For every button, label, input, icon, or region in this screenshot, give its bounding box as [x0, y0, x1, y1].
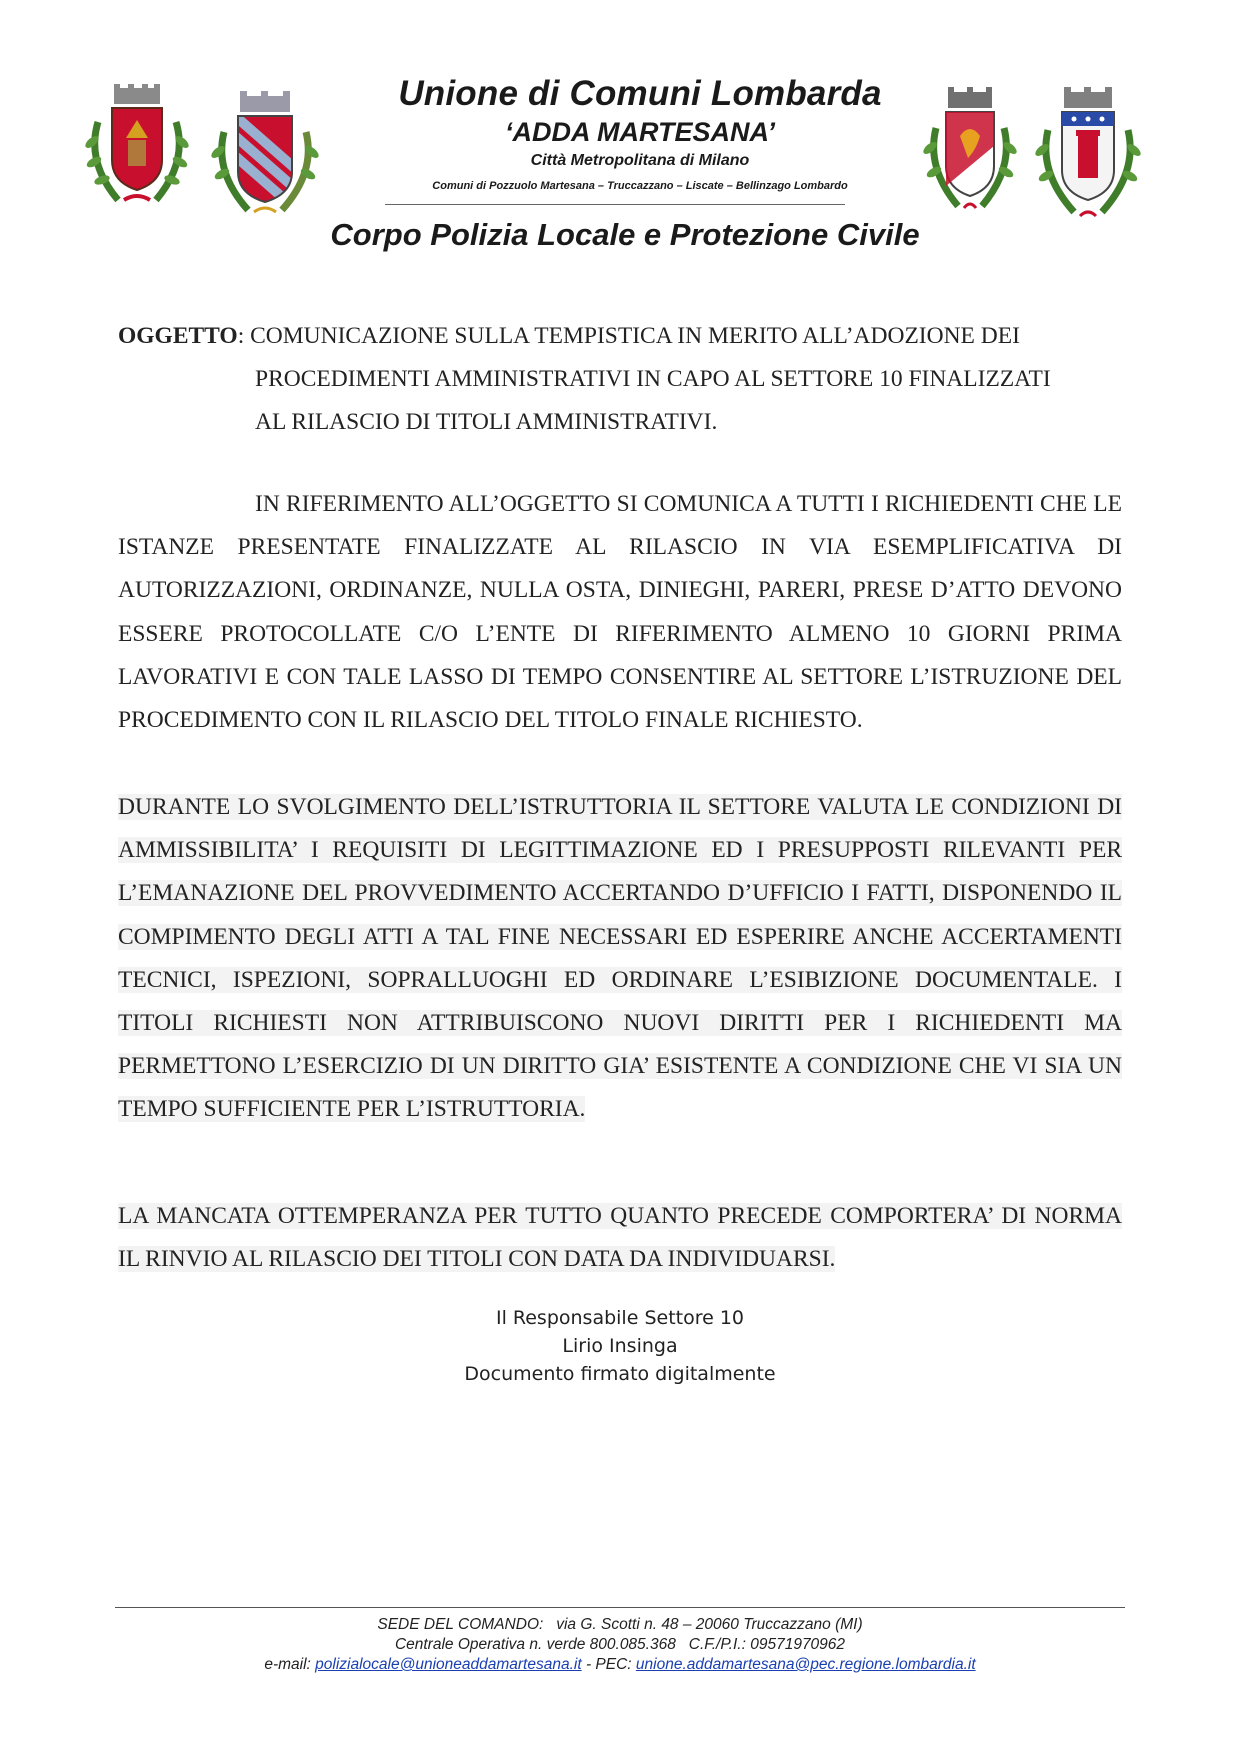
footer-address: SEDE DEL COMANDO: via G. Scotti n. 48 – 20060 Truccazzano (MI): [377, 1616, 863, 1633]
paragraph-3-text: LA MANCATA OTTEMPERANZA PER TUTTO QUANTO PRECEDE COMPORTERA’ DI NORMA IL RINVIO AL RILASCIO DEI TITOLI CON DATA DA INDIVIDUARSI.: [118, 1203, 1122, 1273]
pec-label: - PEC:: [581, 1656, 636, 1673]
subject-line-1: : COMUNICAZIONE SULLA TEMPISTICA IN MERITO ALL’ADOZIONE DEI: [237, 323, 1020, 349]
signature-block: [420, 1304, 820, 1388]
header-divider: [385, 204, 845, 205]
footer: [130, 1615, 1110, 1675]
footer-operations: Centrale Operativa n. verde 800.085.368 C.F./P.I.: 09571970962: [394, 1636, 846, 1653]
paragraph-3: [118, 1195, 1122, 1281]
crest-bellinzago-icon: [1032, 86, 1144, 224]
footer-contacts: [130, 1655, 1110, 1675]
city-label: Città Metropolitana di Milano: [530, 152, 750, 169]
subject-line-2: PROCEDIMENTI AMMINISTRATIVI IN CAPO AL SETTORE 10 FINALIZZATI: [255, 366, 1051, 392]
union-subtitle: ‘ADDA MARTESANA’: [504, 117, 775, 147]
paragraph-2: [118, 786, 1122, 1132]
subject-line-3: AL RILASCIO DI TITOLI AMMINISTRATIVI.: [255, 409, 718, 435]
email-link[interactable]: polizialocale@unioneaddamartesana.it: [315, 1656, 582, 1673]
corps-title: Corpo Polizia Locale e Protezione Civile: [330, 217, 920, 252]
crest-pozzuolo-icon: [78, 82, 196, 212]
email-label: e-mail:: [264, 1656, 316, 1673]
paragraph-2-text: DURANTE LO SVOLGIMENTO DELL’ISTRUTTORIA IL SETTORE VALUTA LE CONDIZIONI DI AMMISSIBILITA’ I REQUISITI DI LEGITTIMAZIONE ED I PRESUPPOSTI RILEVANTI PER L’EMANAZIONE DEL PROVVEDIMENTO ACCERTANDO D’UFFICIO I FATTI, DISPONENDO IL COMPIMENTO DEGLI ATTI A TAL FINE NECESSARI ED ESPERIRE ANCHE ACCERTAMENTI TECNICI, ISPEZIONI, SOPRALLUOGHI ED ORDINARE L’ESIBIZIONE DOCUMENTALE. I TITOLI RICHIESTI NON ATTRIBUISCONO NUOVI DIRITTI PER I RICHIEDENTI MA PERMETTONO L’ESERCIZIO DI UN DIRITTO GIA’ ESISTENTE A CONDIZIONE CHE VI SIA UN TEMPO SUFFICIENTE PER L’ISTRUTTORIA.: [118, 794, 1122, 1123]
signature-note: Documento firmato digitalmente: [464, 1363, 776, 1385]
signature-name: Lirio Insinga: [562, 1335, 678, 1357]
union-title: Unione di Comuni Lombarda: [398, 74, 882, 113]
crest-truccazzano-icon: [206, 88, 324, 223]
subject-label: OGGETTO: [118, 323, 238, 349]
footer-divider: [115, 1607, 1125, 1608]
signature-role: Il Responsabile Settore 10: [495, 1307, 745, 1329]
subject-block: [118, 315, 1128, 444]
municipalities-label: Comuni di Pozzuolo Martesana – Truccazzano – Liscate – Bellinzago Lombardo: [432, 180, 848, 192]
pec-link[interactable]: unione.addamartesana@pec.regione.lombardia.it: [635, 1656, 976, 1673]
paragraph-1: IN RIFERIMENTO ALL’OGGETTO SI COMUNICA A TUTTI I RICHIEDENTI CHE LE ISTANZE PRESENTATE FINALIZZATE AL RILASCIO IN VIA ESEMPLIFICATIVA DI AUTORIZZAZIONI, ORDINANZE, NULLA OSTA, DINIEGHI, PARERI, PRESE D’ATTO DEVONO ESSERE PROTOCOLLATE C/O L’ENTE DI RIFERIMENTO ALMENO 10 GIORNI PRIMA LAVORATIVI E CON TALE LASSO DI TEMPO CONSENTIRE AL SETTORE L’ISTRUZIONE DEL PROCEDIMENTO CON IL RILASCIO DEL TITOLO FINALE RICHIESTO.: [118, 491, 1122, 734]
